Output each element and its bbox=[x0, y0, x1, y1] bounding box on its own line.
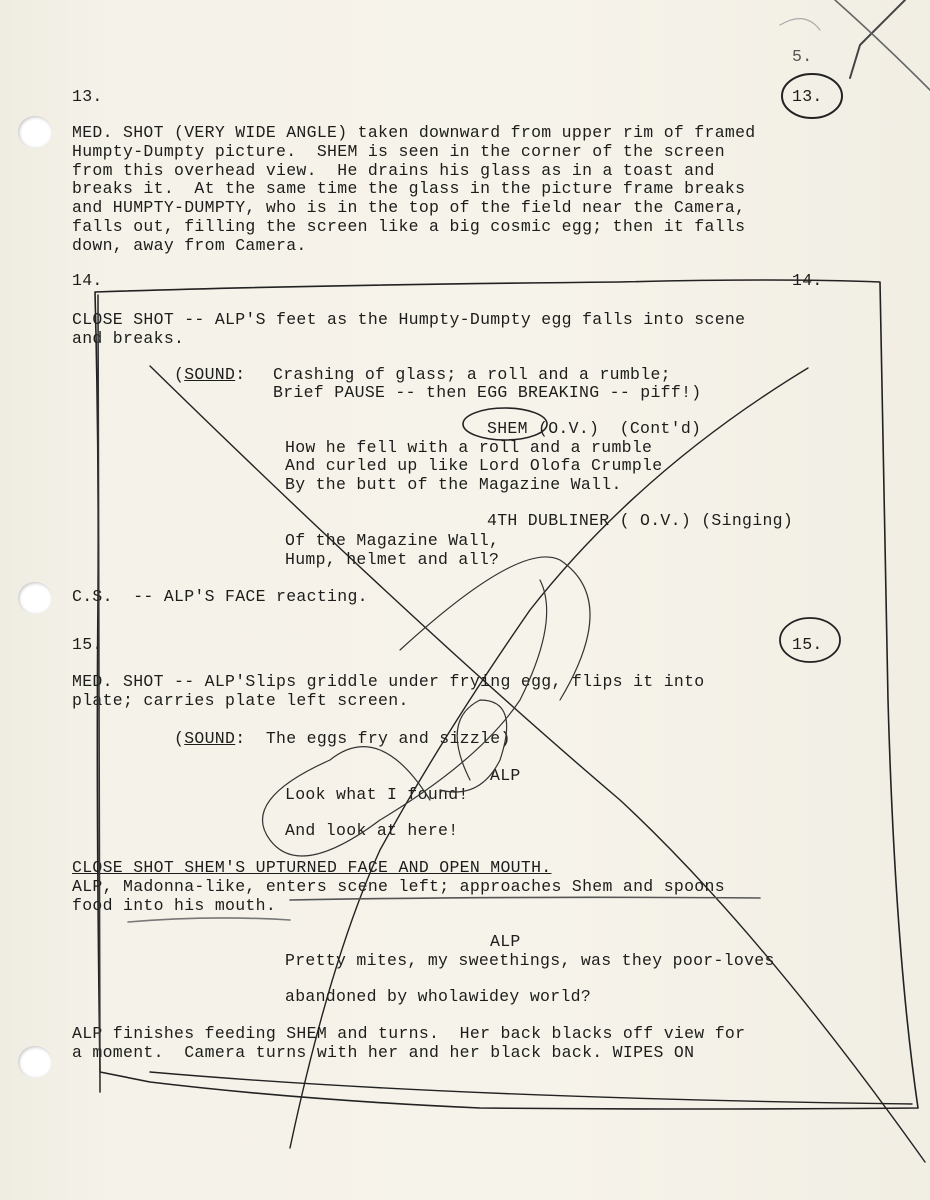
scene-box bbox=[95, 280, 918, 1109]
action-line: and HUMPTY-DUMPTY, who is in the top of the field near the Camera, bbox=[72, 198, 746, 217]
scene-15-number-right: 15. bbox=[792, 635, 823, 654]
sound-line: Brief PAUSE -- then EGG BREAKING -- piff!) bbox=[273, 383, 702, 402]
scene-15-action-line: plate; carries plate left screen. bbox=[72, 691, 409, 710]
scene-15-circle bbox=[780, 618, 840, 662]
action-line: MED. SHOT (VERY WIDE ANGLE) taken downward from upper rim of framed bbox=[72, 123, 756, 142]
scene-14-action-line: CLOSE SHOT -- ALP'S feet as the Humpty-Dumpty egg falls into scene bbox=[72, 310, 746, 329]
scribble-loop bbox=[263, 580, 547, 856]
lyric-line: Hump, helmet and all? bbox=[285, 550, 500, 569]
scene-14-action-line: and breaks. bbox=[72, 329, 185, 348]
sound-label: SOUND bbox=[184, 729, 236, 748]
action-line: down, away from Camera. bbox=[72, 236, 307, 255]
lyric-line: And curled up like Lord Olofa Crumple bbox=[285, 456, 663, 475]
character-cue-alp-2: ALP bbox=[490, 932, 521, 951]
action-line: food into his mouth. bbox=[72, 896, 277, 915]
scene-13-number-left: 13. bbox=[72, 87, 103, 106]
cs-direction: C.S. -- ALP'S FACE reacting. bbox=[72, 587, 368, 606]
sound-colon: : bbox=[235, 365, 246, 384]
lyric-line: Of the Magazine Wall, bbox=[285, 531, 500, 550]
action-line: falls out, filling the screen like a big cosmic egg; then it falls bbox=[72, 217, 746, 236]
character-cue-dubliner: 4TH DUBLINER ( O.V.) (Singing) bbox=[487, 511, 794, 530]
action-line: ALP, Madonna-like, enters scene left; approaches Shem and spoons bbox=[72, 877, 725, 896]
cross-line-2 bbox=[290, 368, 808, 1148]
sound-open-paren: ( bbox=[174, 729, 185, 748]
underline-stroke-2 bbox=[128, 918, 290, 922]
shem-circle bbox=[463, 408, 547, 440]
bottom-stroke bbox=[150, 1072, 912, 1104]
dialogue-line: Pretty mites, my sweethings, was they poor-loves bbox=[285, 951, 775, 970]
page-number: 5. bbox=[792, 47, 813, 66]
final-action-line: ALP finishes feeding SHEM and turns. Her back blacks off view for bbox=[72, 1024, 746, 1043]
action-line: from this overhead view. He drains his glass as in a toast and bbox=[72, 161, 715, 180]
lyric-line: By the butt of the Magazine Wall. bbox=[285, 475, 622, 494]
scene-14-number-right: 14. bbox=[792, 271, 823, 290]
scribble-loop-2 bbox=[440, 700, 507, 792]
page-number-circle bbox=[780, 19, 820, 30]
dialogue-line: Look what I found! bbox=[285, 785, 469, 804]
action-line: breaks it. At the same time the glass in the picture frame breaks bbox=[72, 179, 746, 198]
dialogue-line: abandoned by wholawidey world? bbox=[285, 987, 592, 1006]
character-cue-shem: SHEM (O.V.) (Cont'd) bbox=[487, 419, 702, 438]
scene-15-action-line: MED. SHOT -- ALP'Slips griddle under frying egg, flips it into bbox=[72, 672, 705, 691]
scene-13-circle bbox=[782, 74, 842, 118]
cross-line-1 bbox=[150, 366, 925, 1162]
scene-15-number-left: 15. bbox=[72, 635, 103, 654]
sound-line: Crashing of glass; a roll and a rumble; bbox=[273, 365, 671, 384]
cross-line-3 bbox=[400, 557, 590, 700]
scene-13-number-right: 13. bbox=[792, 87, 823, 106]
dialogue-line: And look at here! bbox=[285, 821, 459, 840]
scene-14-number-left: 14. bbox=[72, 271, 103, 290]
close-shot-heading: CLOSE SHOT SHEM'S UPTURNED FACE AND OPEN MOUTH. bbox=[72, 858, 552, 877]
action-line: Humpty-Dumpty picture. SHEM is seen in the corner of the screen bbox=[72, 142, 725, 161]
lyric-line: How he fell with a roll and a rumble bbox=[285, 438, 653, 457]
sound-label: SOUND bbox=[184, 365, 236, 384]
final-action-line: a moment. Camera turns with her and her black back. WIPES ON bbox=[72, 1043, 695, 1062]
sound-text: : The eggs fry and sizzle) bbox=[235, 729, 511, 748]
check-mark-tail bbox=[835, 0, 930, 90]
character-cue-alp: ALP bbox=[490, 766, 521, 785]
sound-open-paren: ( bbox=[174, 365, 185, 384]
